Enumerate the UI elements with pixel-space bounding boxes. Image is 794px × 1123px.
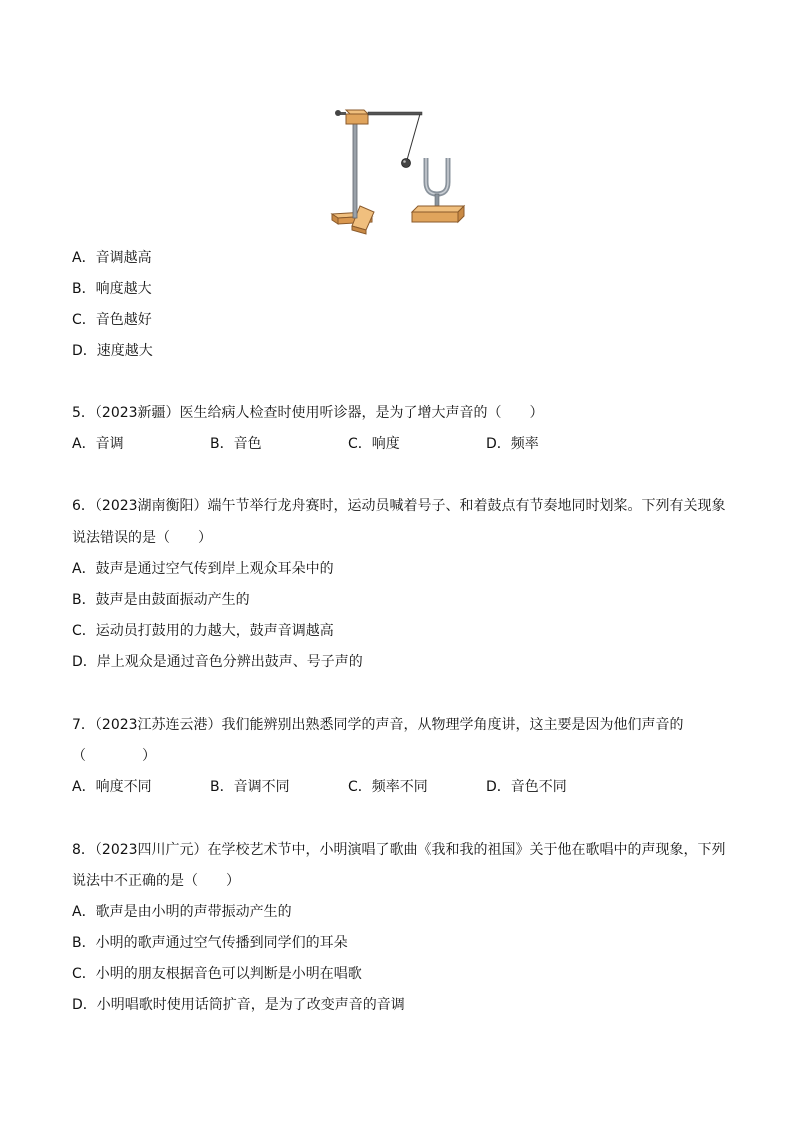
q8-option-c: C．小明的朋友根据音色可以判断是小明在唱歌 [72,966,362,982]
q4-option-a: A．音调越高 [72,250,152,266]
q4-option-c: C．音色越好 [72,312,152,328]
q8-stem-line2: 说法中不正确的是（ ） [72,873,240,889]
q6-stem-line1: 6．（2023湖南衡阳）端午节举行龙舟赛时，运动员喊着号子、和着鼓点有节奏地同时划桨。下列有关现象 [72,498,726,514]
q7-stem-line1: 7．（2023江苏连云港）我们能辨别出熟悉同学的声音，从物理学角度讲，这主要是因为他们声音的 [72,717,684,733]
pendulum-ball-tuning-fork-figure-icon [326,100,468,236]
q7-option-d: D．音色不同 [486,779,567,795]
q6-option-d: D．岸上观众是通过音色分辨出鼓声、号子声的 [72,654,363,670]
q8-option-b: B．小明的歌声通过空气传播到同学们的耳朵 [72,935,348,951]
q8-stem-line1: 8．（2023四川广元）在学校艺术节中，小明演唱了歌曲《我和我的祖国》关于他在歌唱中的声现象，下列 [72,842,726,858]
q5-option-b: B．音色 [210,436,262,452]
q8-option-a: A．歌声是由小明的声带振动产生的 [72,904,292,920]
q7-stem-line2: （ ） [72,748,156,764]
q6-option-a: A．鼓声是通过空气传到岸上观众耳朵中的 [72,561,334,577]
q6-option-b: B．鼓声是由鼓面振动产生的 [72,592,250,608]
q7-option-b: B．音调不同 [210,779,290,795]
q5-option-c: C．响度 [348,436,400,452]
q4-option-d: D．速度越大 [72,343,153,359]
q6-option-c: C．运动员打鼓用的力越大，鼓声音调越高 [72,623,334,639]
q8-option-d: D．小明唱歌时使用话筒扩音，是为了改变声音的音调 [72,997,405,1013]
q7-option-a: A．响度不同 [72,779,152,795]
q5-stem: 5．（2023新疆）医生给病人检查时使用听诊器，是为了增大声音的（ ） [72,405,544,421]
q5-option-d: D．频率 [486,436,539,452]
q7-option-c: C．频率不同 [348,779,428,795]
q6-stem-line2: 说法错误的是（ ） [72,530,212,546]
q4-option-b: B．响度越大 [72,281,152,297]
pendulum-tuning-fork-figure [326,100,468,236]
q5-option-a: A．音调 [72,436,124,452]
